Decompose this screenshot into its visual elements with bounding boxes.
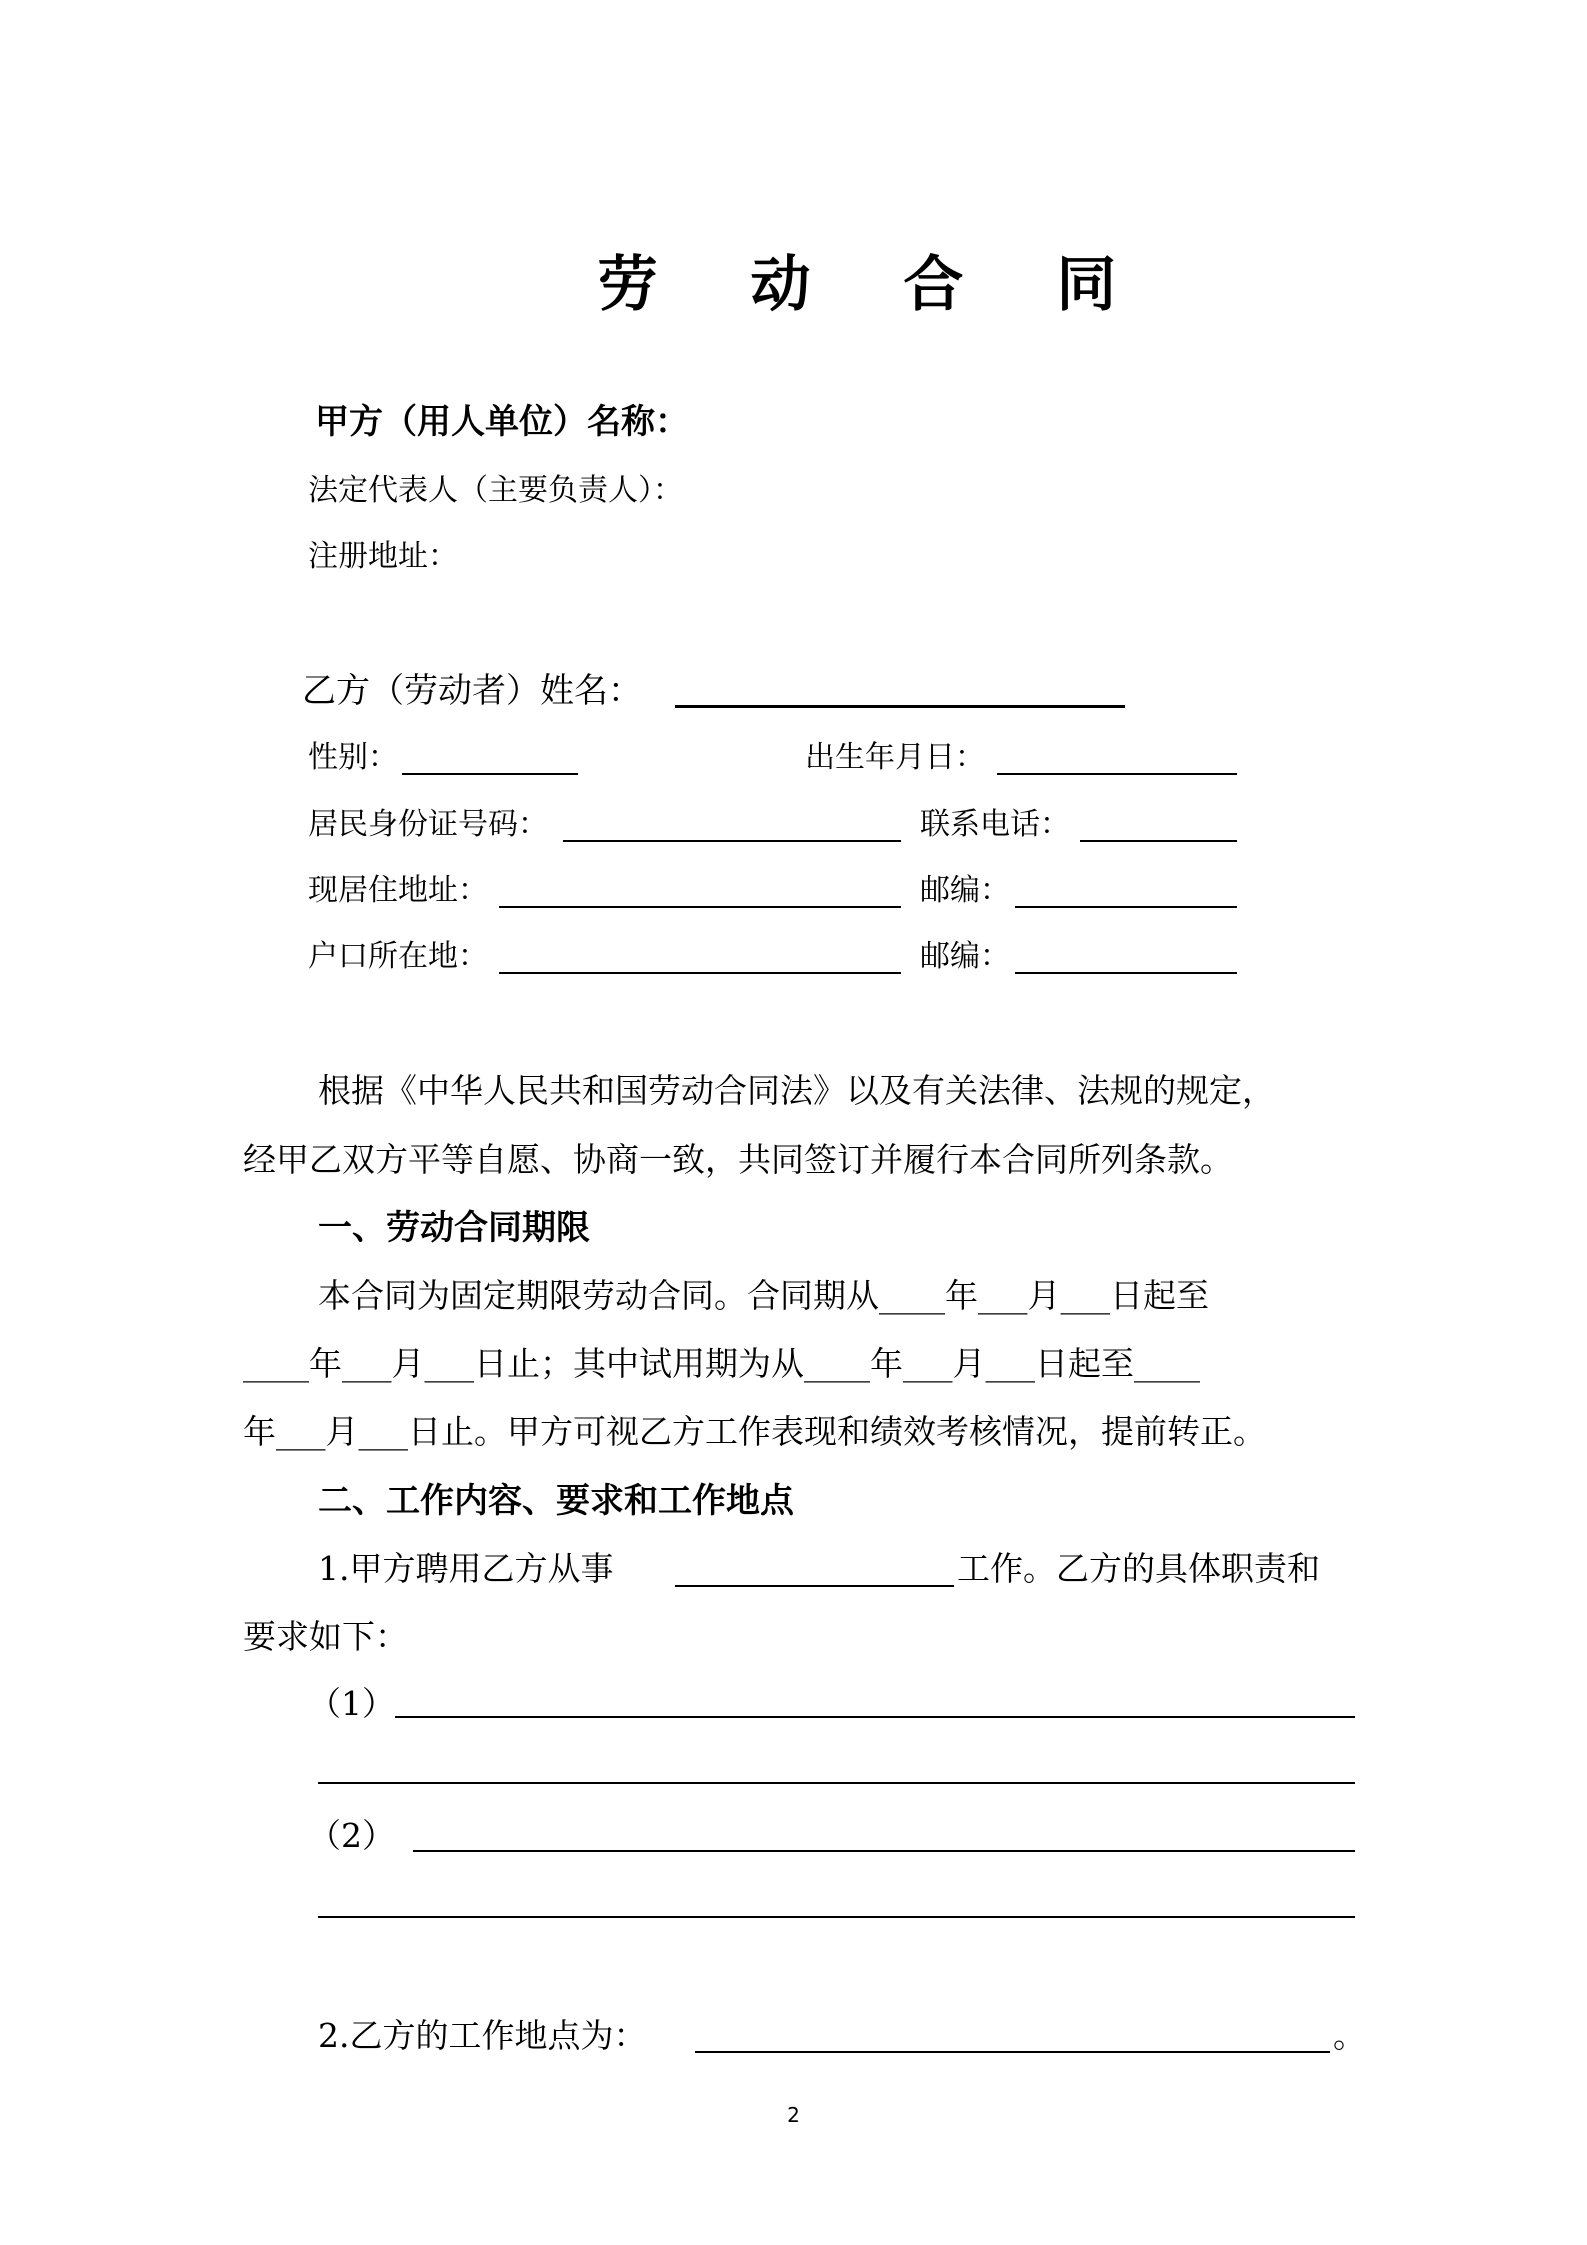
duty-2-blank[interactable]	[413, 1850, 1355, 1852]
section-2-heading: 二、工作内容、要求和工作地点	[318, 1481, 794, 1521]
item-1-start: 1.甲方聘用乙方从事	[318, 1549, 614, 1588]
item-2-end: 。	[1333, 2016, 1366, 2055]
duty-2-blank-2[interactable]	[318, 1916, 1355, 1918]
section-1-line-3: 年___月___日止。甲方可视乙方工作表现和绩效考核情况，提前转正。	[243, 1412, 1266, 1451]
document-title: 劳 动 合 同	[597, 250, 1153, 320]
intro-line-1: 根据《中华人民共和国劳动合同法》以及有关法律、法规的规定，	[318, 1071, 1275, 1110]
party-a-representative-label: 法定代表人（主要负责人）：	[308, 473, 683, 508]
work-location-blank[interactable]	[695, 2051, 1330, 2053]
job-title-blank[interactable]	[675, 1585, 954, 1587]
residence-address-blank[interactable]	[499, 906, 901, 908]
section-1-heading: 一、劳动合同期限	[318, 1208, 590, 1248]
item-2-work-location-label: 2.乙方的工作地点为：	[318, 2016, 647, 2055]
page-number: 2	[787, 2103, 800, 2127]
gender-blank[interactable]	[402, 773, 578, 775]
sub-item-1-label: （1）	[308, 1684, 395, 1723]
hukou-location-blank[interactable]	[499, 972, 901, 974]
intro-line-2: 经甲乙双方平等自愿、协商一致，共同签订并履行本合同所列条款。	[243, 1140, 1233, 1179]
section-1-line-1: 本合同为固定期限劳动合同。合同期从____年___月___日起至	[318, 1276, 1209, 1315]
birth-date-blank[interactable]	[997, 773, 1237, 775]
residence-address-label: 现居住地址：	[308, 873, 488, 908]
hukou-location-label: 户口所在地：	[308, 939, 488, 974]
party-a-name-label: 甲方（用人单位）名称：	[315, 402, 689, 442]
birth-date-label: 出生年月日：	[805, 740, 985, 775]
id-number-blank[interactable]	[563, 840, 901, 842]
phone-blank[interactable]	[1080, 840, 1237, 842]
gender-label: 性别：	[308, 740, 398, 775]
id-number-label: 居民身份证号码：	[308, 807, 548, 842]
phone-label: 联系电话：	[920, 807, 1070, 842]
postcode-label: 邮编：	[920, 873, 1010, 908]
party-b-name-label: 乙方（劳动者）姓名：	[302, 671, 642, 711]
postcode-blank-2[interactable]	[1015, 972, 1237, 974]
section-1-line-2: ____年___月___日止；其中试用期为从____年___月___日起至____	[243, 1344, 1200, 1383]
item-1-end: 工作。乙方的具体职责和	[957, 1549, 1320, 1588]
duty-1-blank[interactable]	[395, 1716, 1355, 1718]
sub-item-2-label: （2）	[308, 1816, 395, 1855]
postcode-label-2: 邮编：	[920, 939, 1010, 974]
party-b-name-blank[interactable]	[675, 705, 1125, 708]
duty-1-blank-2[interactable]	[318, 1782, 1355, 1784]
item-1-line-2: 要求如下：	[243, 1617, 408, 1656]
postcode-blank[interactable]	[1015, 906, 1237, 908]
party-a-address-label: 注册地址：	[308, 539, 458, 574]
